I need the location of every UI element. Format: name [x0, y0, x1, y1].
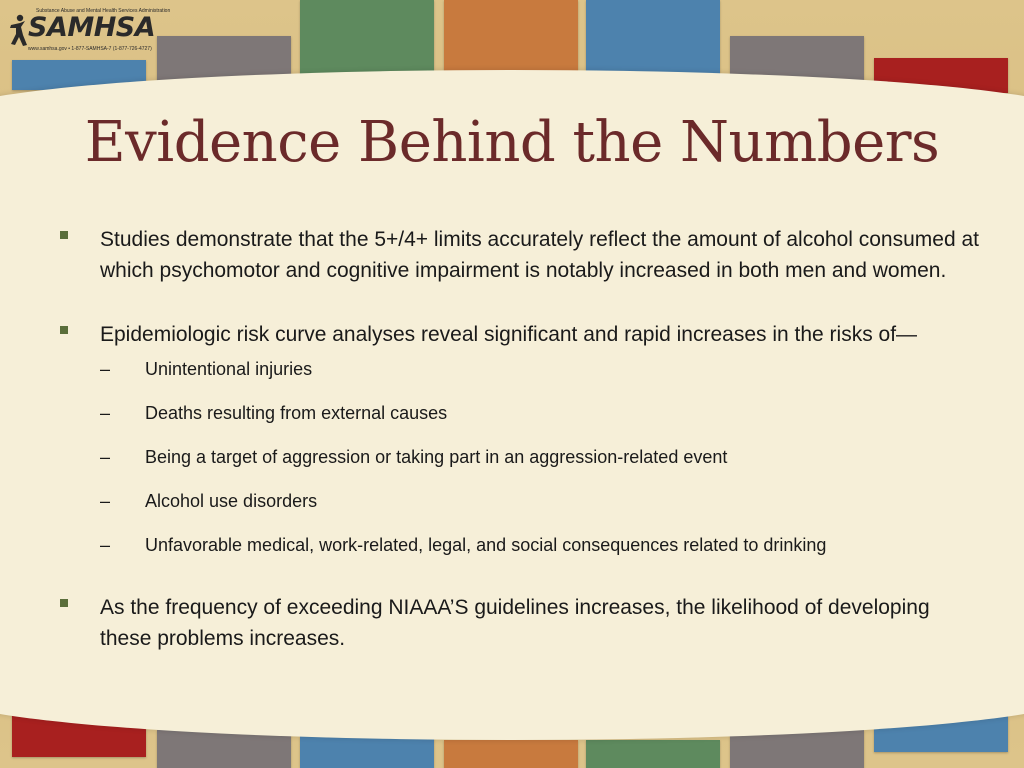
slide-title: Evidence Behind the Numbers	[84, 110, 940, 175]
samhsa-logo-figure-icon	[8, 14, 28, 48]
samhsa-logo	[6, 8, 171, 52]
sub-item	[60, 356, 980, 382]
dash-marker: –	[100, 491, 111, 511]
sub-item	[60, 444, 980, 470]
logo-contact: www.samhsa.gov • 1-877-SAMHSA-7 (1-877-726-4727)	[28, 46, 152, 52]
square-bullet-icon	[60, 326, 68, 334]
bullet-text: As the frequency of exceeding NIAAA’S guidelines increases, the likelihood of developing these problems increases.	[100, 596, 930, 650]
bullet-text: Studies demonstrate that the 5+/4+ limits accurately reflect the amount of alcohol consumed at which psychomotor and cognitive impairment is notably increased in both men and women.	[100, 228, 979, 282]
sub-item-text: Unintentional injuries	[145, 359, 313, 379]
slide-body	[60, 224, 980, 654]
dash-marker: –	[100, 403, 111, 423]
sub-item-text: Deaths resulting from external causes	[145, 403, 448, 423]
dash-marker: –	[100, 535, 111, 555]
sub-item	[60, 400, 980, 426]
square-bullet-icon	[60, 231, 68, 239]
bullet-text: Epidemiologic risk curve analyses reveal significant and rapid increases in the risks of—	[100, 323, 918, 346]
logo-tagline: Substance Abuse and Mental Health Services Administration	[36, 8, 171, 14]
sub-item-text: Alcohol use disorders	[145, 491, 318, 511]
decor-tile	[444, 0, 578, 75]
decor-tile	[444, 740, 578, 768]
logo-name: SAMHSA	[28, 12, 156, 43]
bullet-item	[60, 224, 980, 286]
decor-tile	[300, 0, 434, 75]
sub-item	[60, 532, 980, 558]
dash-marker: –	[100, 359, 111, 379]
decor-tile	[157, 730, 291, 768]
sub-item-text: Being a target of aggression or taking part in an aggression-related event	[145, 447, 728, 467]
decor-tile	[586, 740, 720, 768]
dash-marker: –	[100, 447, 111, 467]
decor-tile	[300, 736, 434, 768]
sub-item	[60, 488, 980, 514]
decor-tile	[586, 0, 720, 78]
bullet-item	[60, 319, 980, 350]
sub-item-text: Unfavorable medical, work-related, legal, and social consequences related to drinking	[145, 535, 827, 555]
bullet-item	[60, 592, 980, 654]
square-bullet-icon	[60, 599, 68, 607]
